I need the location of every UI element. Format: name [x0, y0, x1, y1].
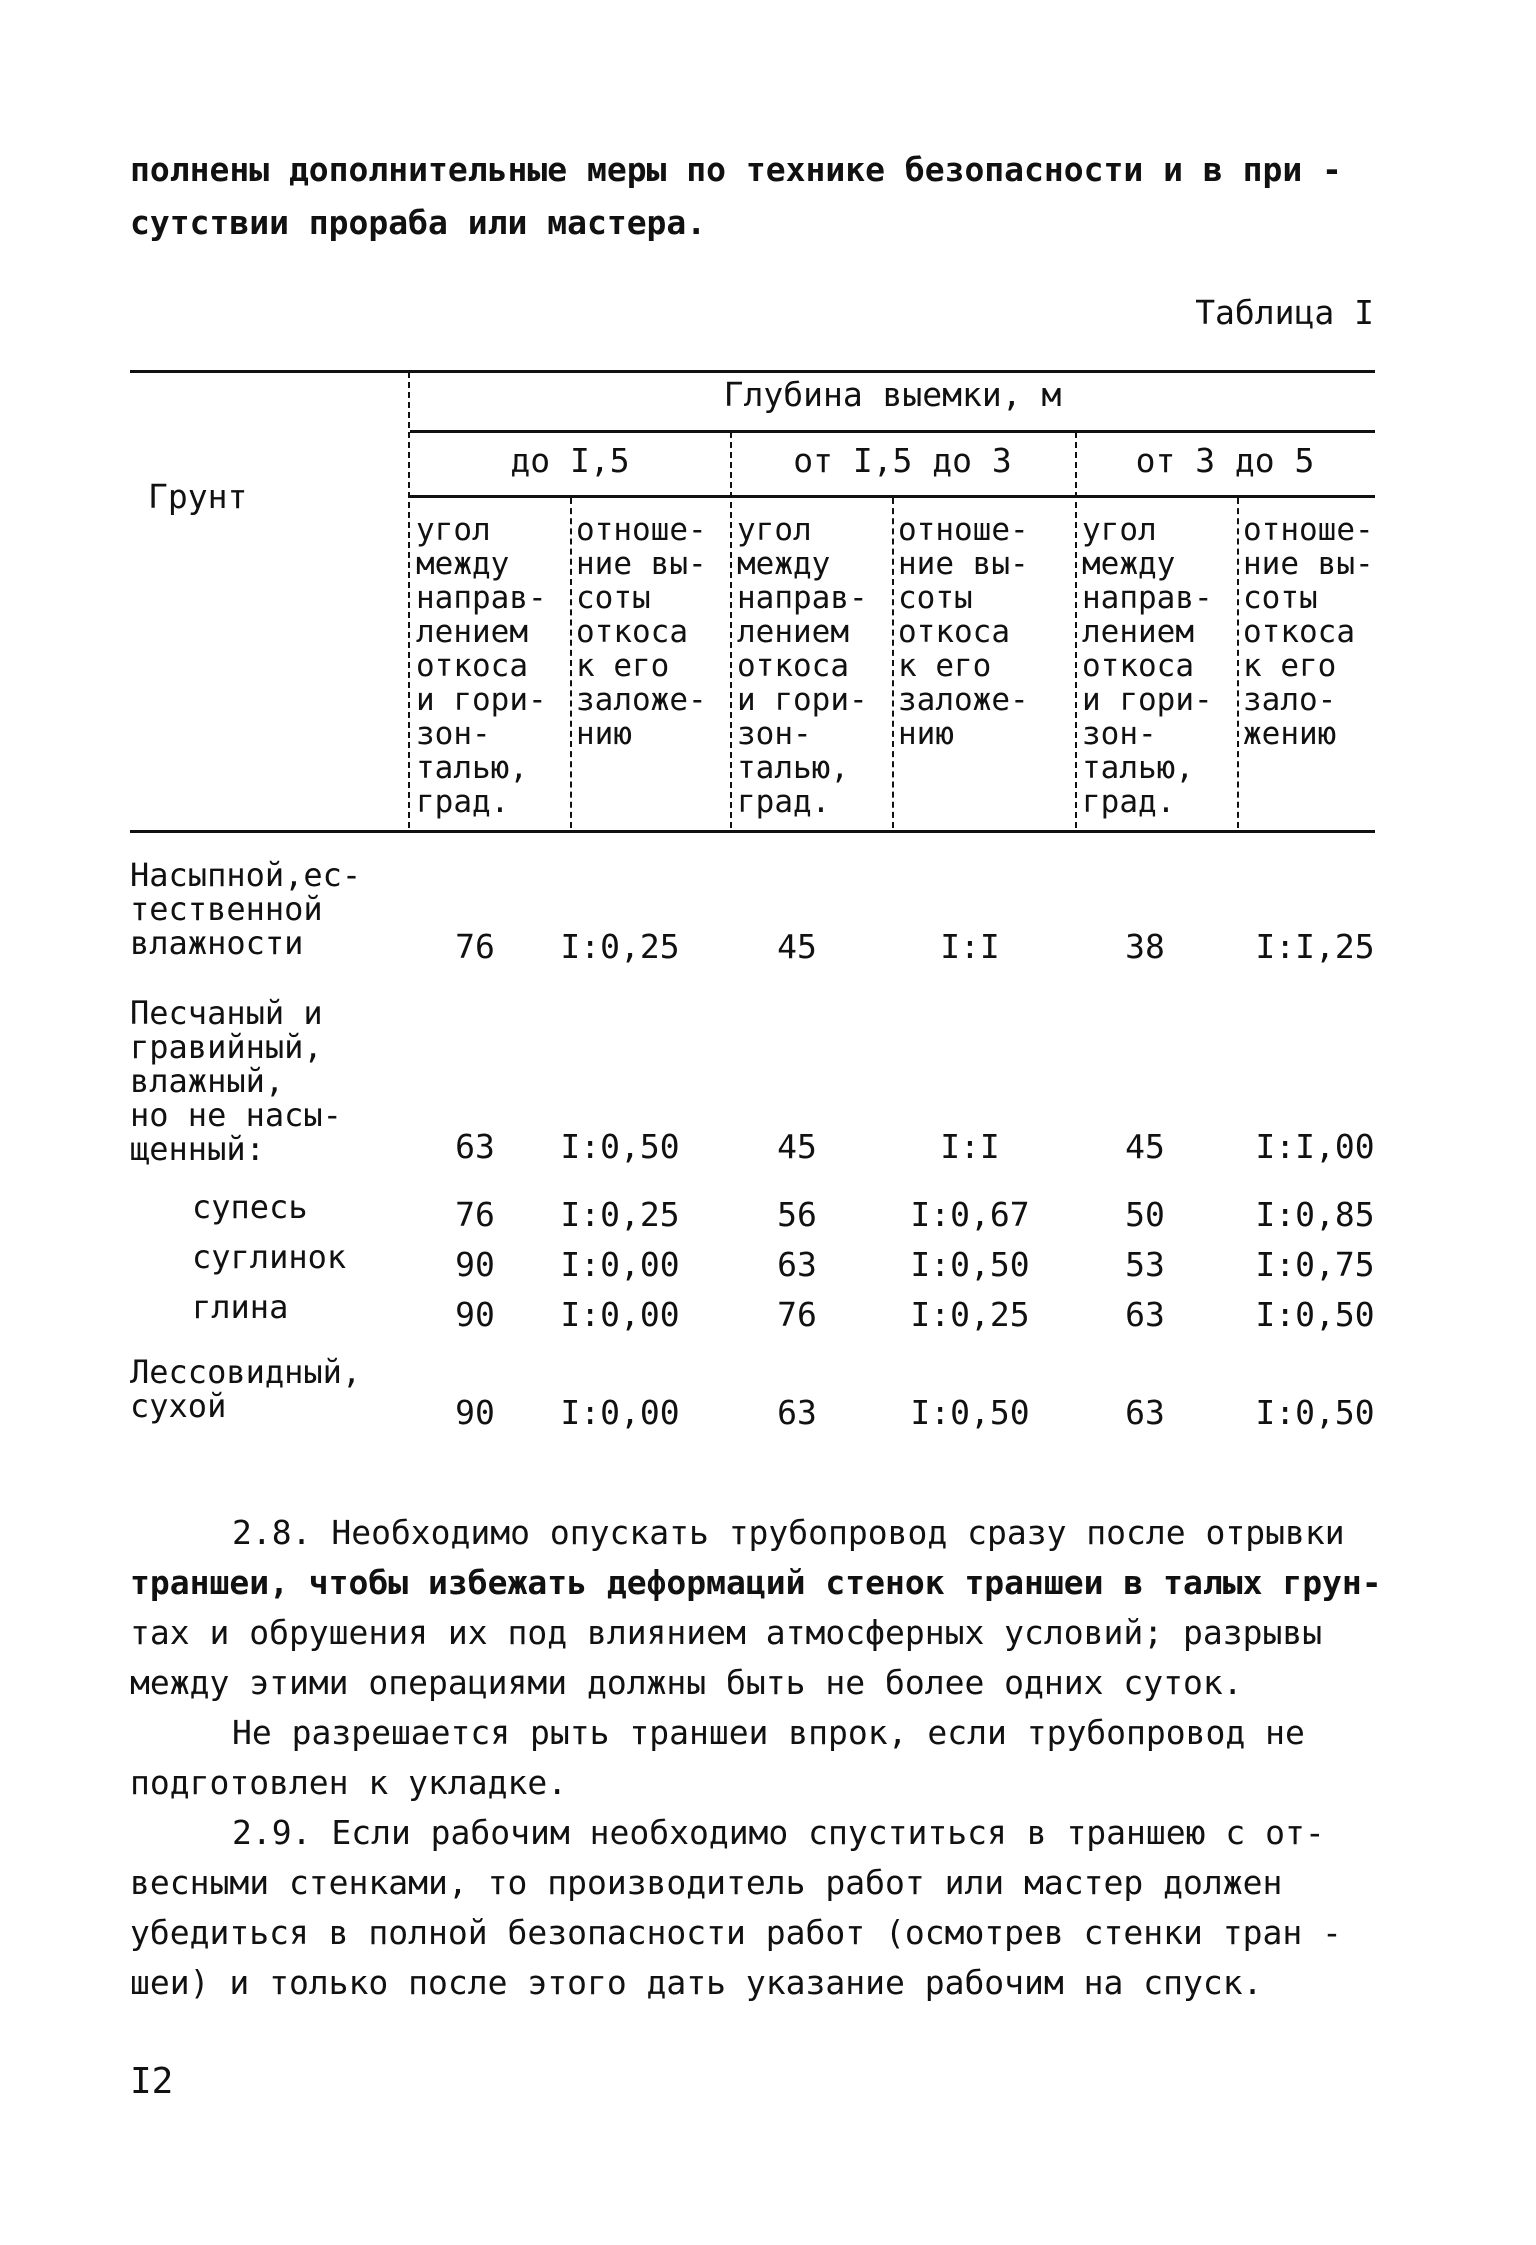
row-value: 76 — [777, 1295, 817, 1334]
row-value: I:I — [940, 927, 1000, 966]
row-soil-label: Песчаный и гравийный, влажный, но не насы- щенный: — [130, 994, 342, 1168]
row-value: 90 — [455, 1295, 495, 1334]
soil-column-header: Грунт — [148, 477, 248, 516]
row-value: I:0,85 — [1255, 1195, 1375, 1234]
subheader-ratio-b: отноше- ние вы- соты откоса к его заложе- нию — [898, 512, 1029, 752]
row-value: I:0,50 — [910, 1245, 1030, 1284]
col-divider-c — [1237, 498, 1239, 828]
group-header-3-5: от 3 до 5 — [1135, 441, 1315, 480]
intro-line-1: полнены дополнительные меры по технике безопасности и в при - — [130, 150, 1342, 189]
col-divider-a — [570, 498, 572, 828]
table-top-rule — [130, 370, 1375, 373]
intro-line-2: сутствии прораба или мастера. — [130, 203, 707, 242]
subheader-angle-c: угол между направ- лением откоса и гори- зон- талью, град. — [1082, 512, 1213, 820]
row-value: 76 — [455, 927, 495, 966]
section-2-9-line-2: весными стенками, то производитель работ или мастер должен — [130, 1863, 1283, 1902]
row-value: 63 — [777, 1393, 817, 1432]
section-2-9-line-1: 2.9. Если рабочим необходимо спуститься в траншею с от- — [232, 1813, 1325, 1852]
table-caption: Таблица I — [1195, 293, 1374, 332]
subheader-ratio-c: отноше- ние вы- соты откоса к его зало- жению — [1243, 512, 1374, 752]
section-2-8-line-4: между этими операциями должны быть не более одних суток. — [130, 1663, 1243, 1702]
subheader-angle-b: угол между направ- лением откоса и гори- зон- талью, град. — [737, 512, 868, 820]
row-soil-label: глина — [192, 1288, 289, 1326]
row-value: 63 — [455, 1127, 495, 1166]
row-value: 63 — [1125, 1393, 1165, 1432]
subheader-angle-a: угол между направ- лением откоса и гори- зон- талью, град. — [416, 512, 547, 820]
row-value: I:0,50 — [910, 1393, 1030, 1432]
section-2-8-line-1: 2.8. Необходимо опускать трубопровод сразу после отрывки — [232, 1513, 1345, 1552]
row-value: I:0,50 — [560, 1127, 680, 1166]
row-value: 38 — [1125, 927, 1165, 966]
row-value: I:I,00 — [1255, 1127, 1375, 1166]
row-value: I:0,75 — [1255, 1245, 1375, 1284]
header-bottom-rule — [130, 830, 1375, 833]
section-2-9-line-3: убедиться в полной безопасности работ (осмотрев стенки тран - — [130, 1913, 1342, 1952]
row-value: I:0,00 — [560, 1393, 680, 1432]
row-value: 45 — [777, 1127, 817, 1166]
no-advance-line-1: Не разрешается рыть траншеи впрок, если трубопровод не — [232, 1713, 1305, 1752]
row-value: I:0,50 — [1255, 1295, 1375, 1334]
row-soil-label: супесь — [192, 1188, 308, 1226]
depth-header-rule — [410, 430, 1375, 433]
group-header-1.5-3: от I,5 до 3 — [793, 441, 1012, 480]
row-value: 63 — [1125, 1295, 1165, 1334]
page-number: I2 — [130, 2061, 174, 2102]
section-2-9-line-4: шеи) и только после этого дать указание рабочим на спуск. — [130, 1963, 1263, 2002]
row-value: 53 — [1125, 1245, 1165, 1284]
row-value: I:I — [940, 1127, 1000, 1166]
section-2-8-line-2: траншеи, чтобы избежать деформаций стенок траншеи в талых грун- — [130, 1563, 1382, 1602]
no-advance-line-2: подготовлен к укладке. — [130, 1763, 568, 1802]
row-value: 45 — [777, 927, 817, 966]
row-value: I:0,00 — [560, 1295, 680, 1334]
col-divider-group-b — [730, 432, 732, 828]
row-value: 56 — [777, 1195, 817, 1234]
row-value: 76 — [455, 1195, 495, 1234]
row-value: I:0,25 — [560, 927, 680, 966]
row-value: I:0,25 — [560, 1195, 680, 1234]
group-header-0-1.5: до I,5 — [510, 441, 630, 480]
depth-header: Глубина выемки, м — [723, 375, 1062, 414]
row-value: I:I,25 — [1255, 927, 1375, 966]
row-value: I:0,50 — [1255, 1393, 1375, 1432]
row-soil-label: Насыпной,ес- тественной влажности — [130, 856, 362, 962]
col-divider-group-c — [1075, 432, 1077, 828]
row-value: 45 — [1125, 1127, 1165, 1166]
row-value: 50 — [1125, 1195, 1165, 1234]
row-soil-label: Лессовидный, сухой — [130, 1353, 362, 1425]
row-value: 90 — [455, 1393, 495, 1432]
section-2-8-line-3: тах и обрушения их под влиянием атмосферных условий; разрывы — [130, 1613, 1323, 1652]
row-value: I:0,00 — [560, 1245, 680, 1284]
row-value: 63 — [777, 1245, 817, 1284]
row-value: I:0,67 — [910, 1195, 1030, 1234]
col-divider-soil — [408, 372, 410, 828]
row-soil-label: суглинок — [192, 1238, 347, 1276]
col-divider-b — [892, 498, 894, 828]
subheader-ratio-a: отноше- ние вы- соты откоса к его заложе- нию — [576, 512, 707, 752]
row-value: 90 — [455, 1245, 495, 1284]
row-value: I:0,25 — [910, 1295, 1030, 1334]
